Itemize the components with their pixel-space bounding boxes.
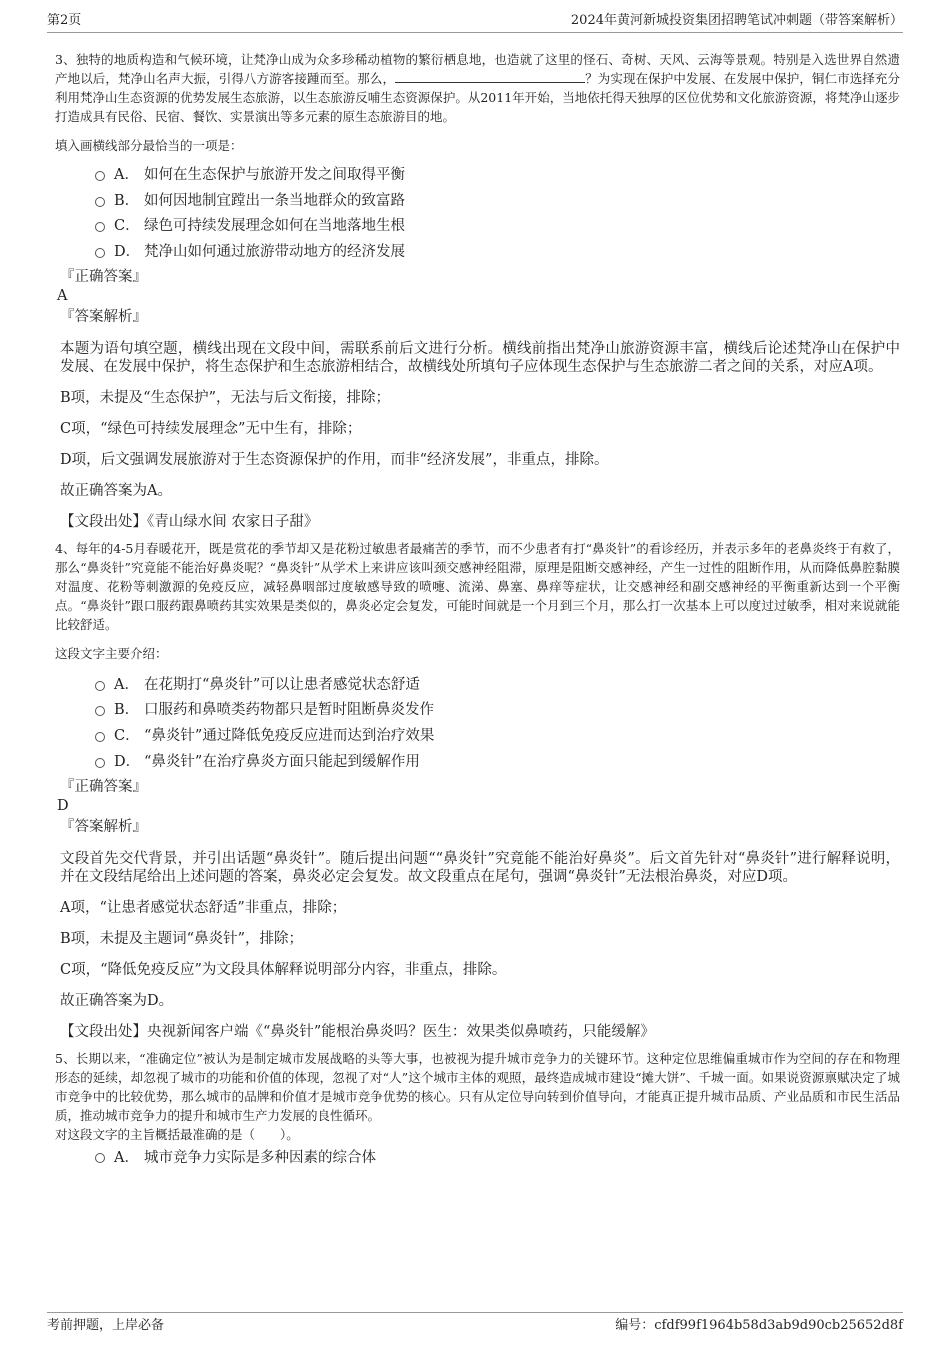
option-list bbox=[55, 1146, 900, 1172]
page-header bbox=[47, 10, 903, 33]
analysis-paragraph: C项，“绿色可持续发展理念”无中生有，排除； bbox=[60, 420, 362, 437]
option-c[interactable]: C． 绿色可持续发展理念如何在当地落地生根 bbox=[95, 214, 900, 240]
radio-icon[interactable] bbox=[95, 171, 105, 181]
radio-icon[interactable] bbox=[95, 222, 105, 232]
footer-slogan: 考前押题，上岸必备 bbox=[47, 1318, 165, 1333]
document-title: 2024年黄河新城投资集团招聘笔试冲刺题（带答案解析） bbox=[570, 13, 903, 28]
radio-icon[interactable] bbox=[95, 197, 105, 207]
document-code: 编号：cfdf99f1964b58d3ab9d90cb25652d8f bbox=[615, 1318, 903, 1333]
analysis-paragraph: B项，未提及主题词“鼻炎针”，排除； bbox=[60, 930, 303, 947]
option-c[interactable]: C． “鼻炎针”通过降低免疫反应进而达到治疗效果 bbox=[95, 724, 900, 750]
correct-answer: D bbox=[57, 797, 69, 814]
source-citation: 【文段出处】央视新闻客户端《“鼻炎针”能根治鼻炎吗？医生：效果类似鼻喷药，只能缓解》 bbox=[60, 1023, 655, 1040]
option-a[interactable]: A． 在花期打“鼻炎针”可以让患者感觉状态舒适 bbox=[95, 673, 900, 699]
analysis-paragraph: A项，“让患者感觉状态舒适”非重点，排除； bbox=[60, 899, 347, 916]
option-a[interactable]: A． 城市竞争力实际是多种因素的综合体 bbox=[95, 1146, 900, 1172]
option-a[interactable]: A． 如何在生态保护与旅游开发之间取得平衡 bbox=[95, 163, 900, 189]
radio-icon[interactable] bbox=[95, 681, 105, 691]
fill-blank bbox=[395, 70, 585, 83]
page-content bbox=[55, 50, 900, 1171]
option-list bbox=[55, 673, 900, 776]
option-d[interactable]: D． “鼻炎针”在治疗鼻炎方面只能起到缓解作用 bbox=[95, 750, 900, 776]
option-b[interactable]: B． 口服药和鼻喷类药物都只是暂时阻断鼻炎发作 bbox=[95, 698, 900, 724]
option-list bbox=[55, 163, 900, 266]
radio-icon[interactable] bbox=[95, 706, 105, 716]
analysis-label: 『答案解析』 bbox=[60, 308, 147, 325]
option-d[interactable]: D． 梵净山如何通过旅游带动地方的经济发展 bbox=[95, 240, 900, 266]
radio-icon[interactable] bbox=[95, 732, 105, 742]
source-citation: 【文段出处】《青山绿水间 农家日子甜》 bbox=[60, 513, 319, 530]
option-b[interactable]: B． 如何因地制宜蹚出一条当地群众的致富路 bbox=[95, 189, 900, 215]
correct-answer: A bbox=[57, 287, 68, 304]
page-number: 第2页 bbox=[47, 13, 82, 28]
question-prompt: 这段文字主要介绍： bbox=[55, 645, 168, 661]
question-prompt: 填入画横线部分最恰当的一项是： bbox=[55, 138, 243, 153]
analysis-paragraph: D项，后文强调发展旅游对于生态资源保护的作用，而非“经济发展”，非重点，排除。 bbox=[60, 451, 609, 468]
question-passage: 4、每年的4-5月春暖花开，既是赏花的季节却又是花粉过敏患者最痛苦的季节，而不少患者有打“鼻炎针”的看诊经历，并表示多年的老鼻炎终于有救了，那么“鼻炎针”究竟能不能治好鼻炎呢？“鼻炎针”从学术上来讲应该叫颈交感神经阻滞，原理是阻断交感神经，产生一过性的阻断作用，从而降低鼻腔黏膜对温度、花粉等刺激源的免疫反应，减轻鼻咽部过度敏感导致的喷嚏、流涕、鼻塞、鼻痒等症状，让交感神经和副交感神经的平衡重新达到一个平衡点。“鼻炎针”跟口服药跟鼻喷药其实效果是类似的，鼻炎必定会复发，可能时间就是一个月到三个月，那么打一次基本上可以度过过敏季，相对来说就能比较舒适。 bbox=[55, 540, 900, 632]
question-prompt: 对这段文字的主旨概括最准确的是（ ）。 bbox=[55, 1126, 299, 1142]
analysis-paragraph: 文段首先交代背景，并引出话题“鼻炎针”。随后提出问题““鼻炎针”究竟能不能治好鼻炎”。后文首先针对“鼻炎针”进行解释说明，并在文段结尾给出上述问题的答案，鼻炎必定会复发。故文段重点在尾句，强调“鼻炎针”无法根治鼻炎，对应D项。 bbox=[60, 850, 900, 885]
analysis-paragraph: 故正确答案为D。 bbox=[60, 992, 174, 1009]
page-footer bbox=[47, 1312, 903, 1335]
radio-icon[interactable] bbox=[95, 1153, 105, 1163]
question-passage: 3、独特的地质构造和气候环境，让梵净山成为众多珍稀动植物的繁衍栖息地，也造就了这里的怪石、奇树、天风、云海等景观。特别是入选世界自然遗产地以后，梵净山名声大振，引得八方游客接踵而至。那么， ？为实现在保护中发展、在发展中保护，铜仁市选择充分利用梵净山生态资源的优势发展生态旅游，以生态旅游反哺生态资源保护。从2011年开始，当地依托得天独厚的区位优势和文化旅游资源，将梵净山逐步打造成具有民俗、民宿、餐饮、实景演出等多元素的原生态旅游目的地。 bbox=[55, 52, 900, 124]
analysis-paragraph: 故正确答案为A。 bbox=[60, 482, 172, 499]
question-4 bbox=[55, 539, 900, 1042]
radio-icon[interactable] bbox=[95, 758, 105, 768]
question-3 bbox=[55, 50, 900, 532]
answer-label: 『正确答案』 bbox=[60, 268, 147, 285]
radio-icon[interactable] bbox=[95, 248, 105, 258]
analysis-paragraph: B项，未提及“生态保护”，无法与后文衔接，排除； bbox=[60, 389, 390, 406]
analysis-paragraph: C项，“降低免疫反应”为文段具体解释说明部分内容，非重点，排除。 bbox=[60, 961, 507, 978]
answer-label: 『正确答案』 bbox=[60, 778, 147, 795]
question-5 bbox=[55, 1049, 900, 1172]
analysis-label: 『答案解析』 bbox=[60, 818, 147, 835]
analysis-paragraph: 本题为语句填空题，横线出现在文段中间，需联系前后文进行分析。横线前指出梵净山旅游资源丰富，横线后论述梵净山在保护中发展、在发展中保护，将生态保护和生态旅游相结合，故横线处所填句子应体现生态保护与生态旅游二者之间的关系，对应A项。 bbox=[60, 340, 900, 375]
question-passage: 5、长期以来，“准确定位”被认为是制定城市发展战略的头等大事，也被视为提升城市竞争力的关键环节。这种定位思维偏重城市作为空间的存在和物理形态的延续，却忽视了城市的功能和价值的体现，忽视了对“人”这个城市主体的观照，最终造成城市建设“摊大饼”、千城一面。如果说资源禀赋决定了城市竞争中的比较优势，那么城市的品牌和价值才是城市竞争优势的核心。只有从定位导向转到价值导向，才能真正提升城市品质、产业品质和市民生活品质，推动城市竞争力的提升和城市生产力发展的良性循环。 bbox=[55, 1050, 900, 1123]
